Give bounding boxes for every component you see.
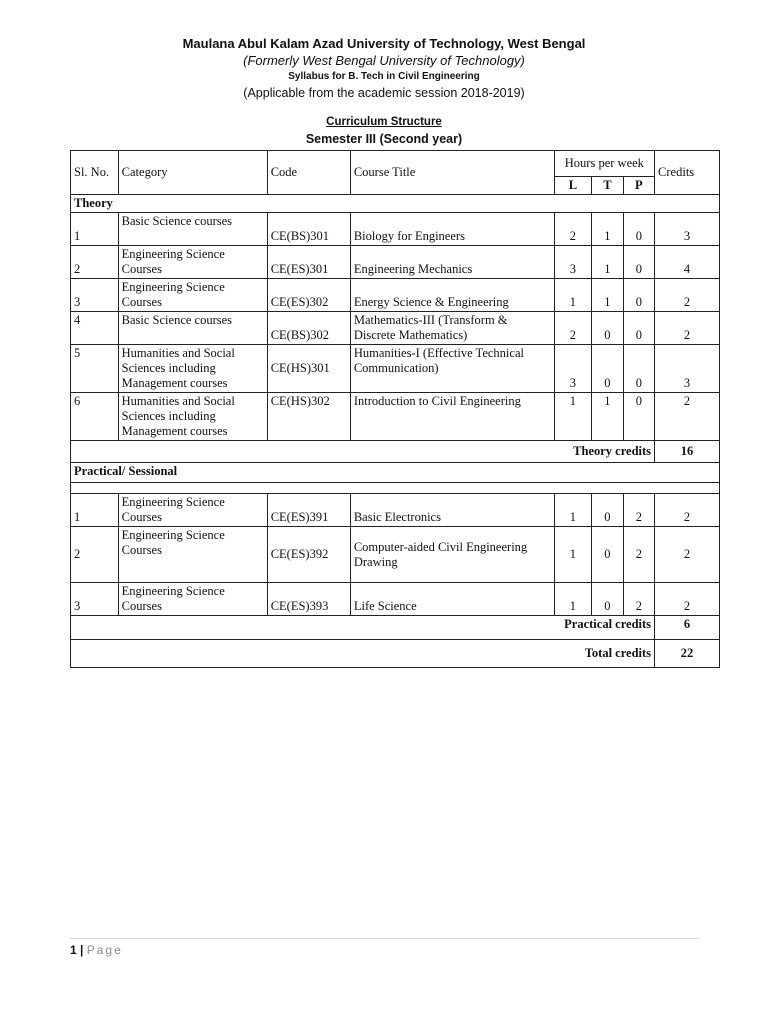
practical-course-row [71,527,720,583]
header-t: T [592,177,623,195]
header-credits: Credits [655,151,720,195]
course-hours-l: 2 [554,312,592,345]
practical-course-row [71,583,720,616]
theory-credits-label: Theory credits [71,441,655,463]
course-category: Engineering Science Courses [118,246,267,279]
course-credits: 2 [655,393,720,441]
theory-credits-value: 16 [655,441,720,463]
course-sl: 2 [71,246,119,279]
curriculum-heading: Curriculum Structure [326,116,442,128]
theory-course-row [71,345,720,393]
header-category: Category [118,151,267,195]
course-hours-t: 0 [592,345,623,393]
course-credits: 2 [655,312,720,345]
course-hours-t: 0 [592,527,623,583]
footer-divider [70,938,700,939]
theory-section-row [71,195,720,213]
course-hours-t: 1 [592,393,623,441]
theory-label: Theory [71,195,720,213]
course-code: CE(BS)302 [267,312,350,345]
course-title: Engineering Mechanics [350,246,554,279]
course-code: CE(ES)393 [267,583,350,616]
course-category: Engineering Science Courses [118,527,267,583]
course-title: Life Science [350,583,554,616]
page-number: 1 [70,943,77,957]
page-footer [70,943,123,957]
theory-course-row [71,279,720,312]
applicable-session: (Applicable from the academic session 2018-2019) [243,86,525,100]
theory-course-row [71,393,720,441]
page-separator: | [80,943,84,957]
course-sl: 3 [71,279,119,312]
course-title: Mathematics-III (Transform & Discrete Mathematics) [350,312,554,345]
course-sl: 3 [71,583,119,616]
course-title: Basic Electronics [350,494,554,527]
total-credits-row [71,640,720,668]
header-hours-per-week: Hours per week [554,151,654,177]
page-word: Page [86,943,123,957]
practical-label: Practical/ Sessional [71,463,720,483]
course-hours-p: 2 [623,527,654,583]
course-hours-l: 3 [554,246,592,279]
practical-credits-row [71,616,720,640]
semester-heading: Semester III (Second year) [305,132,463,146]
course-sl: 5 [71,345,119,393]
course-title: Humanities-I (Effective Technical Communication) [350,345,554,393]
course-hours-l: 1 [554,279,592,312]
course-hours-p: 0 [623,213,654,246]
course-hours-t: 0 [592,583,623,616]
former-name: (Formerly West Bengal University of Technology) [243,53,525,68]
course-credits: 4 [655,246,720,279]
course-credits: 3 [655,213,720,246]
course-sl: 1 [71,213,119,246]
practical-credits-value: 6 [655,616,720,640]
theory-course-row [71,312,720,345]
course-category: Engineering Science Courses [118,494,267,527]
spacer-cell [71,483,720,494]
practical-credits-label: Practical credits [71,616,655,640]
header-code: Code [267,151,350,195]
header-sl: Sl. No. [71,151,119,195]
course-hours-p: 0 [623,393,654,441]
theory-credits-row [71,441,720,463]
course-category: Humanities and Social Sciences including Management courses [118,393,267,441]
course-hours-p: 0 [623,279,654,312]
course-sl: 1 [71,494,119,527]
practical-course-row [71,494,720,527]
course-hours-p: 2 [623,494,654,527]
course-hours-l: 2 [554,213,592,246]
course-code: CE(ES)302 [267,279,350,312]
course-hours-p: 0 [623,246,654,279]
course-hours-l: 1 [554,494,592,527]
course-sl: 2 [71,527,119,583]
header-course-title: Course Title [350,151,554,195]
course-hours-p: 0 [623,312,654,345]
course-code: CE(HS)302 [267,393,350,441]
course-hours-l: 1 [554,527,592,583]
course-hours-t: 0 [592,494,623,527]
course-hours-p: 2 [623,583,654,616]
theory-course-row [71,246,720,279]
course-hours-l: 3 [554,345,592,393]
course-code: CE(ES)301 [267,246,350,279]
curriculum-table [70,150,720,668]
table-header-row [71,151,720,177]
practical-section-row [71,463,720,483]
course-hours-t: 1 [592,246,623,279]
course-category: Humanities and Social Sciences including Management courses [118,345,267,393]
total-credits-label: Total credits [71,640,655,668]
course-credits: 2 [655,527,720,583]
course-category: Basic Science courses [118,213,267,246]
course-hours-t: 0 [592,312,623,345]
course-sl: 6 [71,393,119,441]
course-category: Engineering Science Courses [118,583,267,616]
spacer-row [71,483,720,494]
course-hours-l: 1 [554,393,592,441]
course-credits: 2 [655,494,720,527]
course-category: Basic Science courses [118,312,267,345]
total-credits-value: 22 [655,640,720,668]
course-sl: 4 [71,312,119,345]
course-title: Energy Science & Engineering [350,279,554,312]
course-credits: 2 [655,583,720,616]
course-code: CE(ES)391 [267,494,350,527]
course-credits: 2 [655,279,720,312]
course-code: CE(HS)301 [267,345,350,393]
theory-course-row [71,213,720,246]
header-p: P [623,177,654,195]
course-hours-t: 1 [592,279,623,312]
course-title: Biology for Engineers [350,213,554,246]
course-hours-l: 1 [554,583,592,616]
course-hours-t: 1 [592,213,623,246]
course-code: CE(ES)392 [267,527,350,583]
course-title: Computer-aided Civil Engineering Drawing [350,527,554,583]
course-hours-p: 0 [623,345,654,393]
header-l: L [554,177,592,195]
course-title: Introduction to Civil Engineering [350,393,554,441]
course-category: Engineering Science Courses [118,279,267,312]
course-credits: 3 [655,345,720,393]
university-title: Maulana Abul Kalam Azad University of Technology, West Bengal [182,36,586,51]
syllabus-title: Syllabus for B. Tech in Civil Engineering [288,71,480,82]
course-code: CE(BS)301 [267,213,350,246]
